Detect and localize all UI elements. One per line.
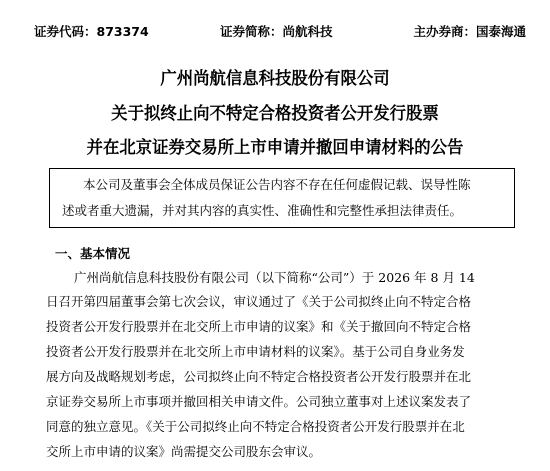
body-paragraph-line: 京证券交易所上市事项并撤回相关申请文件。公司独立董事对上述议案发表了: [46, 394, 472, 409]
body-paragraph-line: 日召开第四届董事会第七次会议，审议通过了《关于公司拟终止向不特定合格: [46, 294, 472, 309]
stock-abbreviation: 证券简称：尚航科技: [220, 24, 333, 39]
disclaimer-line-1: 本公司及董事会全体成员保证公告内容不存在任何虚假记载、误导性陈: [83, 177, 471, 192]
body-paragraph-line: 投资者公开发行股票并在北交所上市申请的议案》和《关于撤回向不特定合格: [46, 319, 472, 334]
body-paragraph-line: 展方向及战略规划考虑，公司拟终止向不特定合格投资者公开发行股票并在北: [46, 369, 472, 384]
company-name-title: 广州尚航信息科技股份有限公司: [160, 69, 390, 89]
stock-code: 证券代码：873374: [34, 24, 149, 39]
disclaimer-box: [49, 168, 515, 228]
body-paragraph-line: 交所上市申请的议案》尚需提交公司股东会审议。: [46, 444, 322, 459]
disclaimer-line-2: 述或者重大遗漏，并对其内容的真实性、准确性和完整性承担法律责任。: [62, 203, 463, 218]
document-header: [34, 22, 526, 40]
sponsor-broker: 主办券商：国泰海通: [413, 24, 526, 39]
announcement-title-line-1: 关于拟终止向不特定合格投资者公开发行股票: [111, 104, 439, 124]
section-heading-basic-info: 一、基本情况: [55, 246, 131, 261]
announcement-title-line-2: 并在北京证券交易所上市申请并撤回申请材料的公告: [86, 138, 464, 158]
body-paragraph-line: 广州尚航信息科技股份有限公司（以下简称“公司”）于 2026 年 8 月 14: [74, 270, 475, 285]
body-paragraph-line: 投资者公开发行股票并在北交所上市申请材料的议案》。基于公司自身业务发: [46, 344, 465, 359]
body-paragraph-line: 同意的独立意见。《关于公司拟终止向不特定合格投资者公开发行股票并在北: [46, 419, 465, 434]
